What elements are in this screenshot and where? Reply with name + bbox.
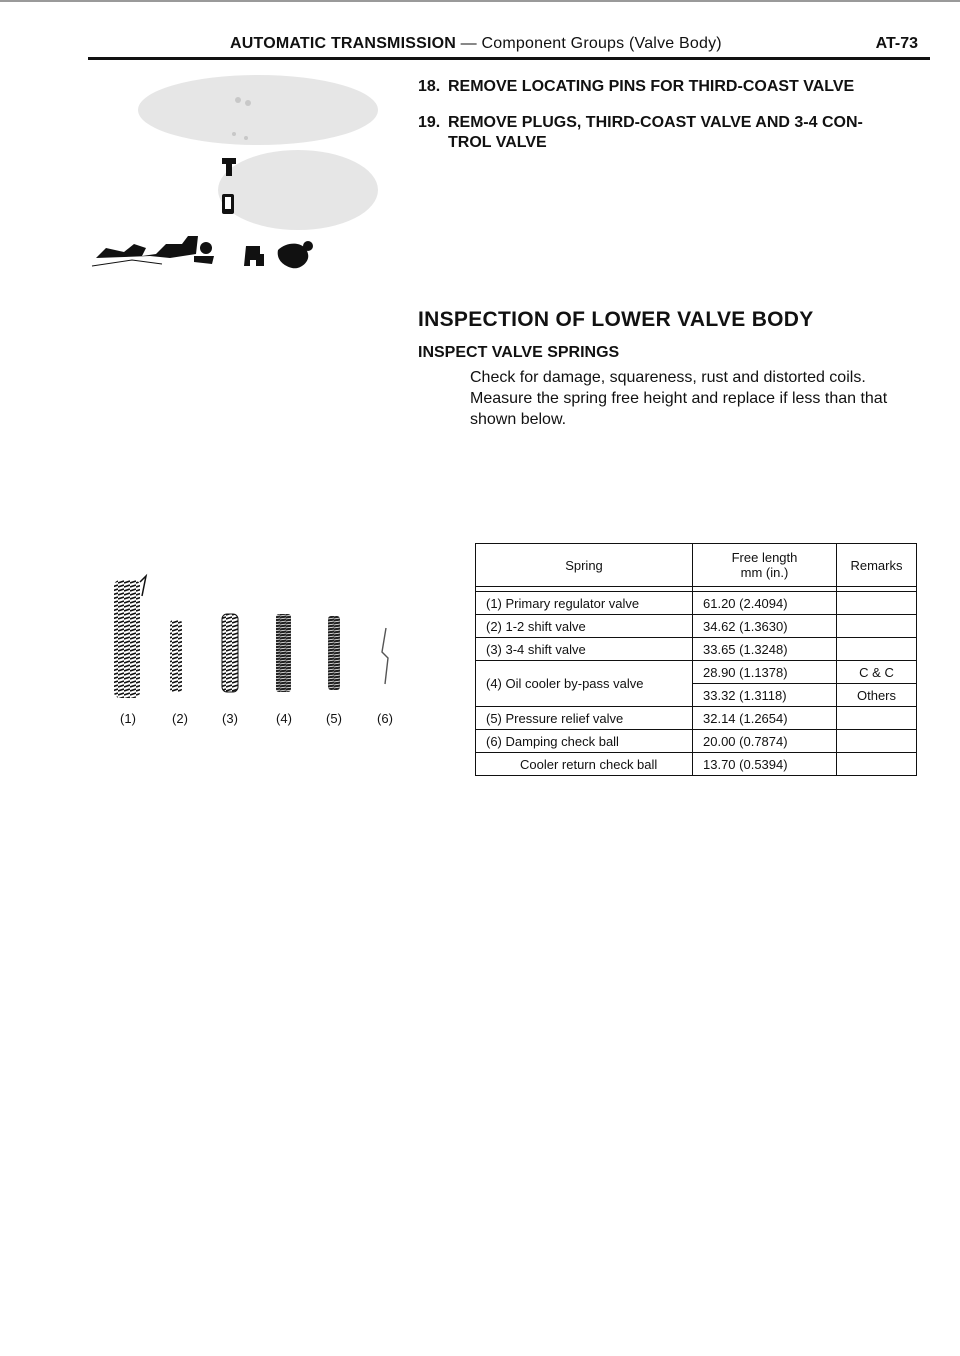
title-bold: AUTOMATIC TRANSMISSION: [230, 35, 457, 52]
header-free-length: Free length mm (in.): [693, 544, 837, 587]
step-number: 19.: [418, 114, 441, 131]
page-header: [88, 35, 928, 59]
header-spring: Spring: [476, 544, 693, 587]
table-row: [476, 707, 917, 730]
cell-remarks: C & C: [837, 661, 917, 684]
cell-length: 13.70 (0.5394): [693, 753, 837, 776]
spring-2: [170, 620, 182, 692]
cell-length: 32.14 (1.2654): [693, 707, 837, 730]
table-row: [476, 592, 917, 615]
cell-spring: (6) Damping check ball: [476, 730, 693, 753]
page-number: AT-73: [875, 35, 918, 52]
table-row: [476, 615, 917, 638]
instruction-paragraph: [470, 367, 930, 430]
spring-label: (6): [377, 711, 393, 726]
page-title: [230, 35, 722, 53]
sub-heading: INSPECT VALVE SPRINGS: [418, 344, 620, 361]
section-heading: INSPECTION OF LOWER VALVE BODY: [418, 308, 814, 331]
spring-label: (4): [276, 711, 292, 726]
header-rule: [88, 57, 930, 60]
cell-length: 33.32 (1.3118): [693, 684, 837, 707]
cell-remarks: [837, 615, 917, 638]
para-line: Measure the spring free height and replace if less than that shown below.: [470, 390, 888, 428]
spring-label: (3): [222, 711, 238, 726]
step-number: 18.: [418, 78, 441, 95]
spring-label: (2): [172, 711, 188, 726]
cell-spring: (3) 3-4 shift valve: [476, 638, 693, 661]
table-row: [476, 753, 917, 776]
spring-6: [382, 628, 388, 684]
cell-spring: (4) Oil cooler by-pass valve: [476, 661, 693, 707]
cell-remarks: [837, 592, 917, 615]
spring-3: [222, 614, 238, 692]
valve-body-photo: [88, 70, 388, 270]
cell-length: 34.62 (1.3630): [693, 615, 837, 638]
cell-spring: (2) 1-2 shift valve: [476, 615, 693, 638]
table-row: [476, 730, 917, 753]
cell-remarks: [837, 730, 917, 753]
step-19: [418, 113, 928, 153]
spring-1: [114, 576, 146, 698]
cell-remarks: [837, 707, 917, 730]
header-remarks: Remarks: [837, 544, 917, 587]
spring-label: (5): [326, 711, 342, 726]
top-border-rule: [0, 0, 960, 2]
cell-remarks: [837, 753, 917, 776]
cell-remarks: [837, 638, 917, 661]
spring-5: [328, 616, 340, 690]
cell-spring: (5) Pressure relief valve: [476, 707, 693, 730]
cell-spring: Cooler return check ball: [476, 753, 693, 776]
spring-spec-table: [475, 543, 917, 776]
cell-remarks: Others: [837, 684, 917, 707]
valve-springs-illustration: [100, 560, 400, 735]
spring-label: (1): [120, 711, 136, 726]
title-subtitle: — Component Groups (Valve Body): [456, 35, 722, 52]
table-row: [476, 638, 917, 661]
cell-length: 61.20 (2.4094): [693, 592, 837, 615]
cell-length: 33.65 (1.3248): [693, 638, 837, 661]
table-row: [476, 661, 917, 684]
cell-spring: (1) Primary regulator valve: [476, 592, 693, 615]
step-18: [418, 77, 928, 97]
cell-length: 28.90 (1.1378): [693, 661, 837, 684]
step-text: REMOVE LOCATING PINS FOR THIRD-COAST VALVE: [448, 78, 855, 95]
spring-4: [276, 614, 291, 692]
cell-length: 20.00 (0.7874): [693, 730, 837, 753]
step-text: REMOVE PLUGS, THIRD-COAST VALVE AND 3-4 CON- TROL VALVE: [448, 114, 863, 151]
table-header-row: [476, 544, 917, 587]
para-line: Check for damage, squareness, rust and distorted coils.: [470, 369, 866, 386]
